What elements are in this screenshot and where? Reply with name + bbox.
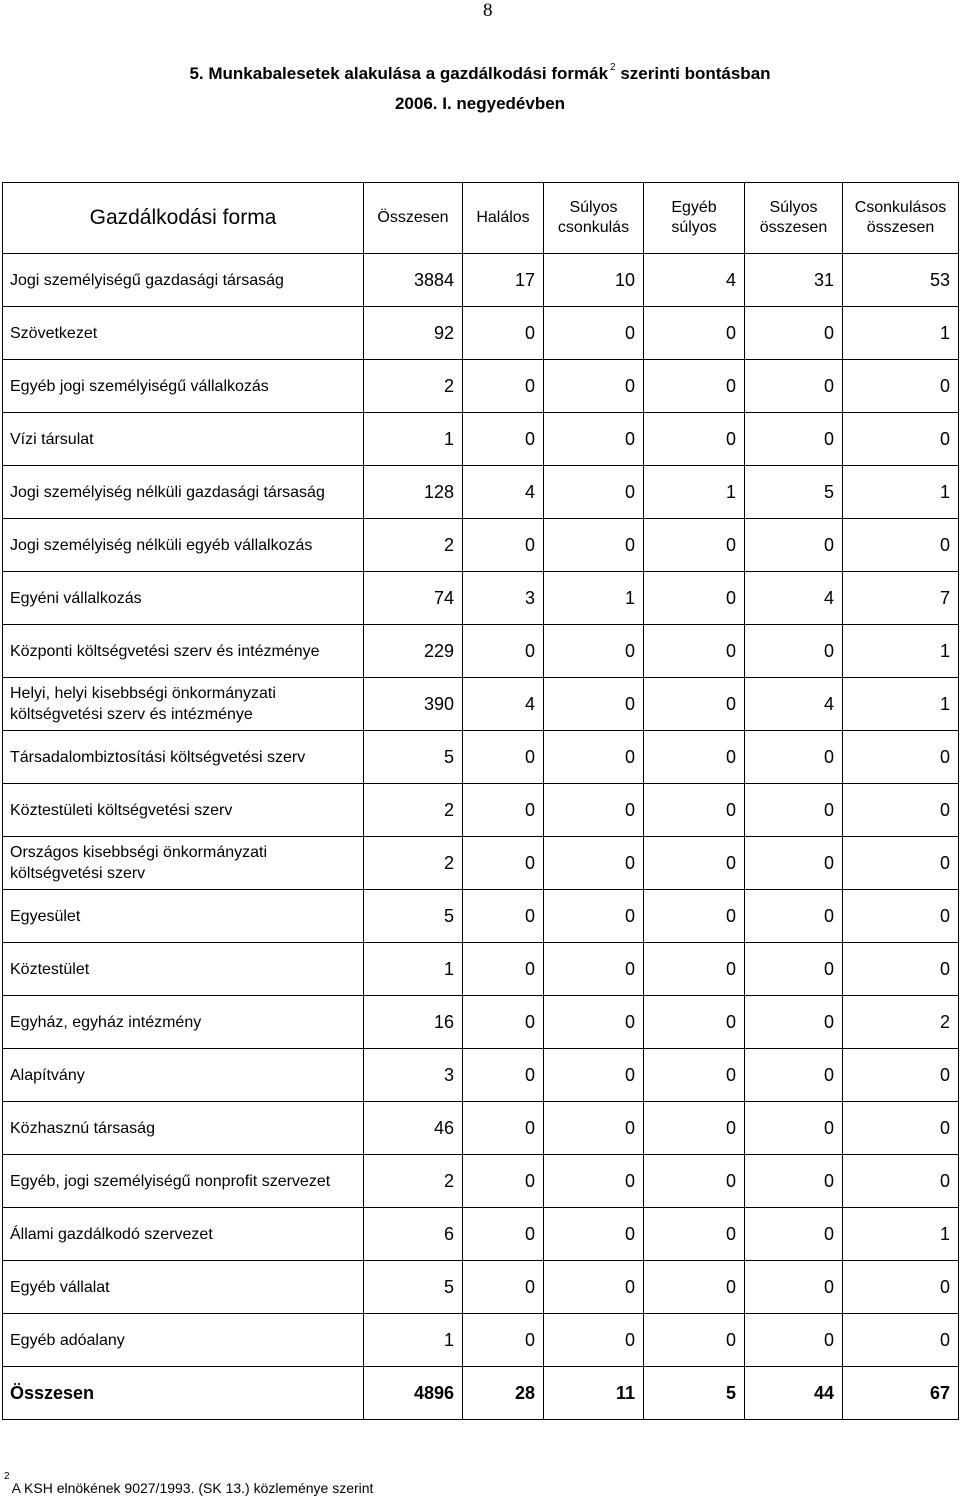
row-value: 2 — [364, 519, 463, 572]
row-value: 0 — [745, 625, 843, 678]
row-value: 67 — [843, 1367, 959, 1420]
row-value: 0 — [544, 1314, 644, 1367]
table-row — [3, 996, 959, 1049]
row-value: 0 — [745, 307, 843, 360]
footnote-text: A KSH elnökének 9027/1993. (SK 13.) közleménye szerint — [11, 1480, 374, 1496]
row-value: 0 — [644, 1208, 745, 1261]
row-value: 4 — [463, 466, 544, 519]
row-value: 5 — [745, 466, 843, 519]
row-value: 0 — [644, 784, 745, 837]
row-value: 0 — [644, 837, 745, 890]
row-value: 5 — [364, 731, 463, 784]
row-value: 0 — [644, 519, 745, 572]
footnote — [4, 1471, 374, 1496]
header-sulyos-csonkulas: Súlyos csonkulás — [544, 183, 644, 254]
row-label: Összesen — [3, 1367, 364, 1420]
table-row — [3, 625, 959, 678]
table-row — [3, 678, 959, 731]
table-row — [3, 360, 959, 413]
accident-statistics-table — [2, 182, 959, 1420]
row-value: 0 — [745, 1208, 843, 1261]
row-label: Közhasznú társaság — [3, 1102, 364, 1155]
row-value: 0 — [745, 784, 843, 837]
row-value: 5 — [364, 890, 463, 943]
row-value: 4 — [745, 678, 843, 731]
row-label: Egyház, egyház intézmény — [3, 996, 364, 1049]
table-row — [3, 413, 959, 466]
row-value: 4 — [644, 254, 745, 307]
row-label: Vízi társulat — [3, 413, 364, 466]
table-row — [3, 943, 959, 996]
row-label: Központi költségvetési szerv és intézménye — [3, 625, 364, 678]
row-value: 0 — [544, 307, 644, 360]
row-value: 0 — [745, 837, 843, 890]
row-value: 0 — [644, 678, 745, 731]
header-egyeb-sulyos: Egyéb súlyos — [644, 183, 745, 254]
title-text: 5. Munkabalesetek alakulása a gazdálkodási formák — [189, 64, 609, 83]
table-title — [0, 62, 960, 84]
header-halalos: Halálos — [463, 183, 544, 254]
row-value: 0 — [745, 1049, 843, 1102]
row-value: 0 — [843, 890, 959, 943]
row-value: 44 — [745, 1367, 843, 1420]
table-row — [3, 1261, 959, 1314]
row-label: Egyéb jogi személyiségű vállalkozás — [3, 360, 364, 413]
row-value: 17 — [463, 254, 544, 307]
row-value: 0 — [544, 731, 644, 784]
row-value: 0 — [644, 1102, 745, 1155]
row-value: 0 — [463, 1155, 544, 1208]
row-label: Jogi személyiség nélküli gazdasági társaság — [3, 466, 364, 519]
row-value: 0 — [843, 1102, 959, 1155]
total-row — [3, 1367, 959, 1420]
row-value: 0 — [463, 890, 544, 943]
table-row — [3, 1049, 959, 1102]
title-suffix: szerinti bontásban — [620, 64, 771, 83]
row-value: 2 — [364, 837, 463, 890]
row-value: 0 — [544, 466, 644, 519]
row-value: 0 — [843, 360, 959, 413]
table-row — [3, 307, 959, 360]
row-value: 0 — [544, 1261, 644, 1314]
row-value: 3 — [364, 1049, 463, 1102]
row-label: Egyéb adóalany — [3, 1314, 364, 1367]
row-value: 0 — [745, 1314, 843, 1367]
row-value: 3884 — [364, 254, 463, 307]
row-label: Jogi személyiség nélküli egyéb vállalkozás — [3, 519, 364, 572]
row-label: Országos kisebbségi önkormányzati költségvetési szerv — [3, 837, 364, 890]
row-value: 2 — [364, 784, 463, 837]
row-value: 0 — [745, 996, 843, 1049]
row-value: 10 — [544, 254, 644, 307]
row-value: 128 — [364, 466, 463, 519]
row-value: 0 — [644, 360, 745, 413]
row-value: 0 — [544, 1155, 644, 1208]
row-label: Köztestületi költségvetési szerv — [3, 784, 364, 837]
row-value: 1 — [843, 307, 959, 360]
table-header-row — [3, 183, 959, 254]
row-label: Egyéb, jogi személyiségű nonprofit szervezet — [3, 1155, 364, 1208]
row-value: 1 — [843, 1208, 959, 1261]
row-value: 0 — [544, 784, 644, 837]
row-value: 31 — [745, 254, 843, 307]
row-value: 0 — [463, 1261, 544, 1314]
row-label: Egyéb vállalat — [3, 1261, 364, 1314]
row-value: 0 — [463, 1102, 544, 1155]
row-value: 6 — [364, 1208, 463, 1261]
row-value: 0 — [843, 943, 959, 996]
row-label: Jogi személyiségű gazdasági társaság — [3, 254, 364, 307]
page-number: 8 — [483, 0, 493, 21]
row-value: 0 — [644, 1314, 745, 1367]
row-value: 0 — [745, 1261, 843, 1314]
footnote-mark: 2 — [4, 1471, 10, 1482]
table-row — [3, 1102, 959, 1155]
row-value: 0 — [463, 307, 544, 360]
row-value: 0 — [745, 890, 843, 943]
row-value: 1 — [843, 466, 959, 519]
row-value: 2 — [364, 1155, 463, 1208]
row-value: 0 — [843, 1155, 959, 1208]
row-value: 0 — [745, 731, 843, 784]
row-value: 5 — [364, 1261, 463, 1314]
row-value: 4 — [463, 678, 544, 731]
row-value: 0 — [544, 890, 644, 943]
row-value: 0 — [463, 996, 544, 1049]
row-value: 0 — [644, 996, 745, 1049]
table-row — [3, 890, 959, 943]
row-label: Szövetkezet — [3, 307, 364, 360]
header-sulyos-osszesen: Súlyos összesen — [745, 183, 843, 254]
row-label: Egyesület — [3, 890, 364, 943]
row-value: 4896 — [364, 1367, 463, 1420]
row-value: 0 — [544, 625, 644, 678]
row-value: 0 — [843, 784, 959, 837]
row-value: 0 — [463, 360, 544, 413]
row-value: 1 — [364, 413, 463, 466]
row-value: 92 — [364, 307, 463, 360]
row-value: 390 — [364, 678, 463, 731]
row-value: 0 — [745, 943, 843, 996]
row-value: 0 — [745, 519, 843, 572]
row-value: 0 — [745, 360, 843, 413]
row-value: 1 — [843, 678, 959, 731]
row-value: 74 — [364, 572, 463, 625]
row-value: 0 — [644, 1049, 745, 1102]
row-value: 0 — [544, 996, 644, 1049]
row-value: 0 — [463, 837, 544, 890]
row-value: 0 — [544, 413, 644, 466]
row-value: 0 — [644, 413, 745, 466]
row-value: 0 — [644, 890, 745, 943]
row-value: 0 — [843, 1261, 959, 1314]
row-value: 0 — [644, 731, 745, 784]
row-value: 2 — [843, 996, 959, 1049]
row-value: 0 — [644, 1261, 745, 1314]
row-value: 5 — [644, 1367, 745, 1420]
table-row — [3, 1155, 959, 1208]
row-value: 4 — [745, 572, 843, 625]
row-value: 0 — [544, 837, 644, 890]
row-value: 0 — [544, 360, 644, 413]
header-osszesen: Összesen — [364, 183, 463, 254]
row-value: 0 — [745, 413, 843, 466]
header-csonkulasos-osszesen: Csonkulásos összesen — [843, 183, 959, 254]
row-value: 0 — [544, 678, 644, 731]
row-value: 11 — [544, 1367, 644, 1420]
row-value: 46 — [364, 1102, 463, 1155]
table-row — [3, 466, 959, 519]
title-footnote-mark: 2 — [610, 62, 616, 73]
row-value: 0 — [544, 943, 644, 996]
row-value: 28 — [463, 1367, 544, 1420]
row-value: 0 — [644, 943, 745, 996]
row-value: 0 — [644, 572, 745, 625]
row-value: 0 — [544, 1102, 644, 1155]
row-value: 0 — [644, 625, 745, 678]
row-value: 3 — [463, 572, 544, 625]
row-value: 0 — [843, 519, 959, 572]
row-value: 1 — [364, 1314, 463, 1367]
row-value: 0 — [463, 731, 544, 784]
row-label: Köztestület — [3, 943, 364, 996]
row-value: 0 — [644, 307, 745, 360]
row-label: Alapítvány — [3, 1049, 364, 1102]
table-row — [3, 254, 959, 307]
row-value: 0 — [463, 784, 544, 837]
table-subtitle: 2006. I. negyedévben — [394, 94, 566, 113]
row-value: 0 — [463, 413, 544, 466]
row-value: 0 — [463, 519, 544, 572]
row-value: 0 — [843, 1049, 959, 1102]
header-gazdalkodasi-forma: Gazdálkodási forma — [3, 183, 364, 254]
table-row — [3, 572, 959, 625]
table-row — [3, 519, 959, 572]
row-label: Állami gazdálkodó szervezet — [3, 1208, 364, 1261]
row-value: 0 — [463, 943, 544, 996]
row-value: 1 — [843, 625, 959, 678]
table-row — [3, 1208, 959, 1261]
row-value: 0 — [843, 731, 959, 784]
row-value: 7 — [843, 572, 959, 625]
row-value: 0 — [544, 1208, 644, 1261]
row-value: 0 — [644, 1155, 745, 1208]
row-value: 0 — [843, 837, 959, 890]
row-value: 229 — [364, 625, 463, 678]
table-body — [3, 254, 959, 1420]
row-value: 0 — [745, 1102, 843, 1155]
row-value: 1 — [644, 466, 745, 519]
row-label: Helyi, helyi kisebbségi önkormányzati költségvetési szerv és intézménye — [3, 678, 364, 731]
row-value: 0 — [463, 1314, 544, 1367]
table-row — [3, 731, 959, 784]
row-value: 53 — [843, 254, 959, 307]
row-value: 2 — [364, 360, 463, 413]
row-value: 0 — [463, 1049, 544, 1102]
row-value: 0 — [544, 1049, 644, 1102]
table-row — [3, 1314, 959, 1367]
row-value: 1 — [544, 572, 644, 625]
row-value: 1 — [364, 943, 463, 996]
row-label: Társadalombiztosítási költségvetési szerv — [3, 731, 364, 784]
row-value: 0 — [843, 1314, 959, 1367]
row-value: 0 — [843, 413, 959, 466]
row-value: 0 — [463, 1208, 544, 1261]
row-value: 0 — [745, 1155, 843, 1208]
row-value: 0 — [544, 519, 644, 572]
table-row — [3, 837, 959, 890]
row-value: 16 — [364, 996, 463, 1049]
row-label: Egyéni vállalkozás — [3, 572, 364, 625]
row-value: 0 — [463, 625, 544, 678]
table-row — [3, 784, 959, 837]
